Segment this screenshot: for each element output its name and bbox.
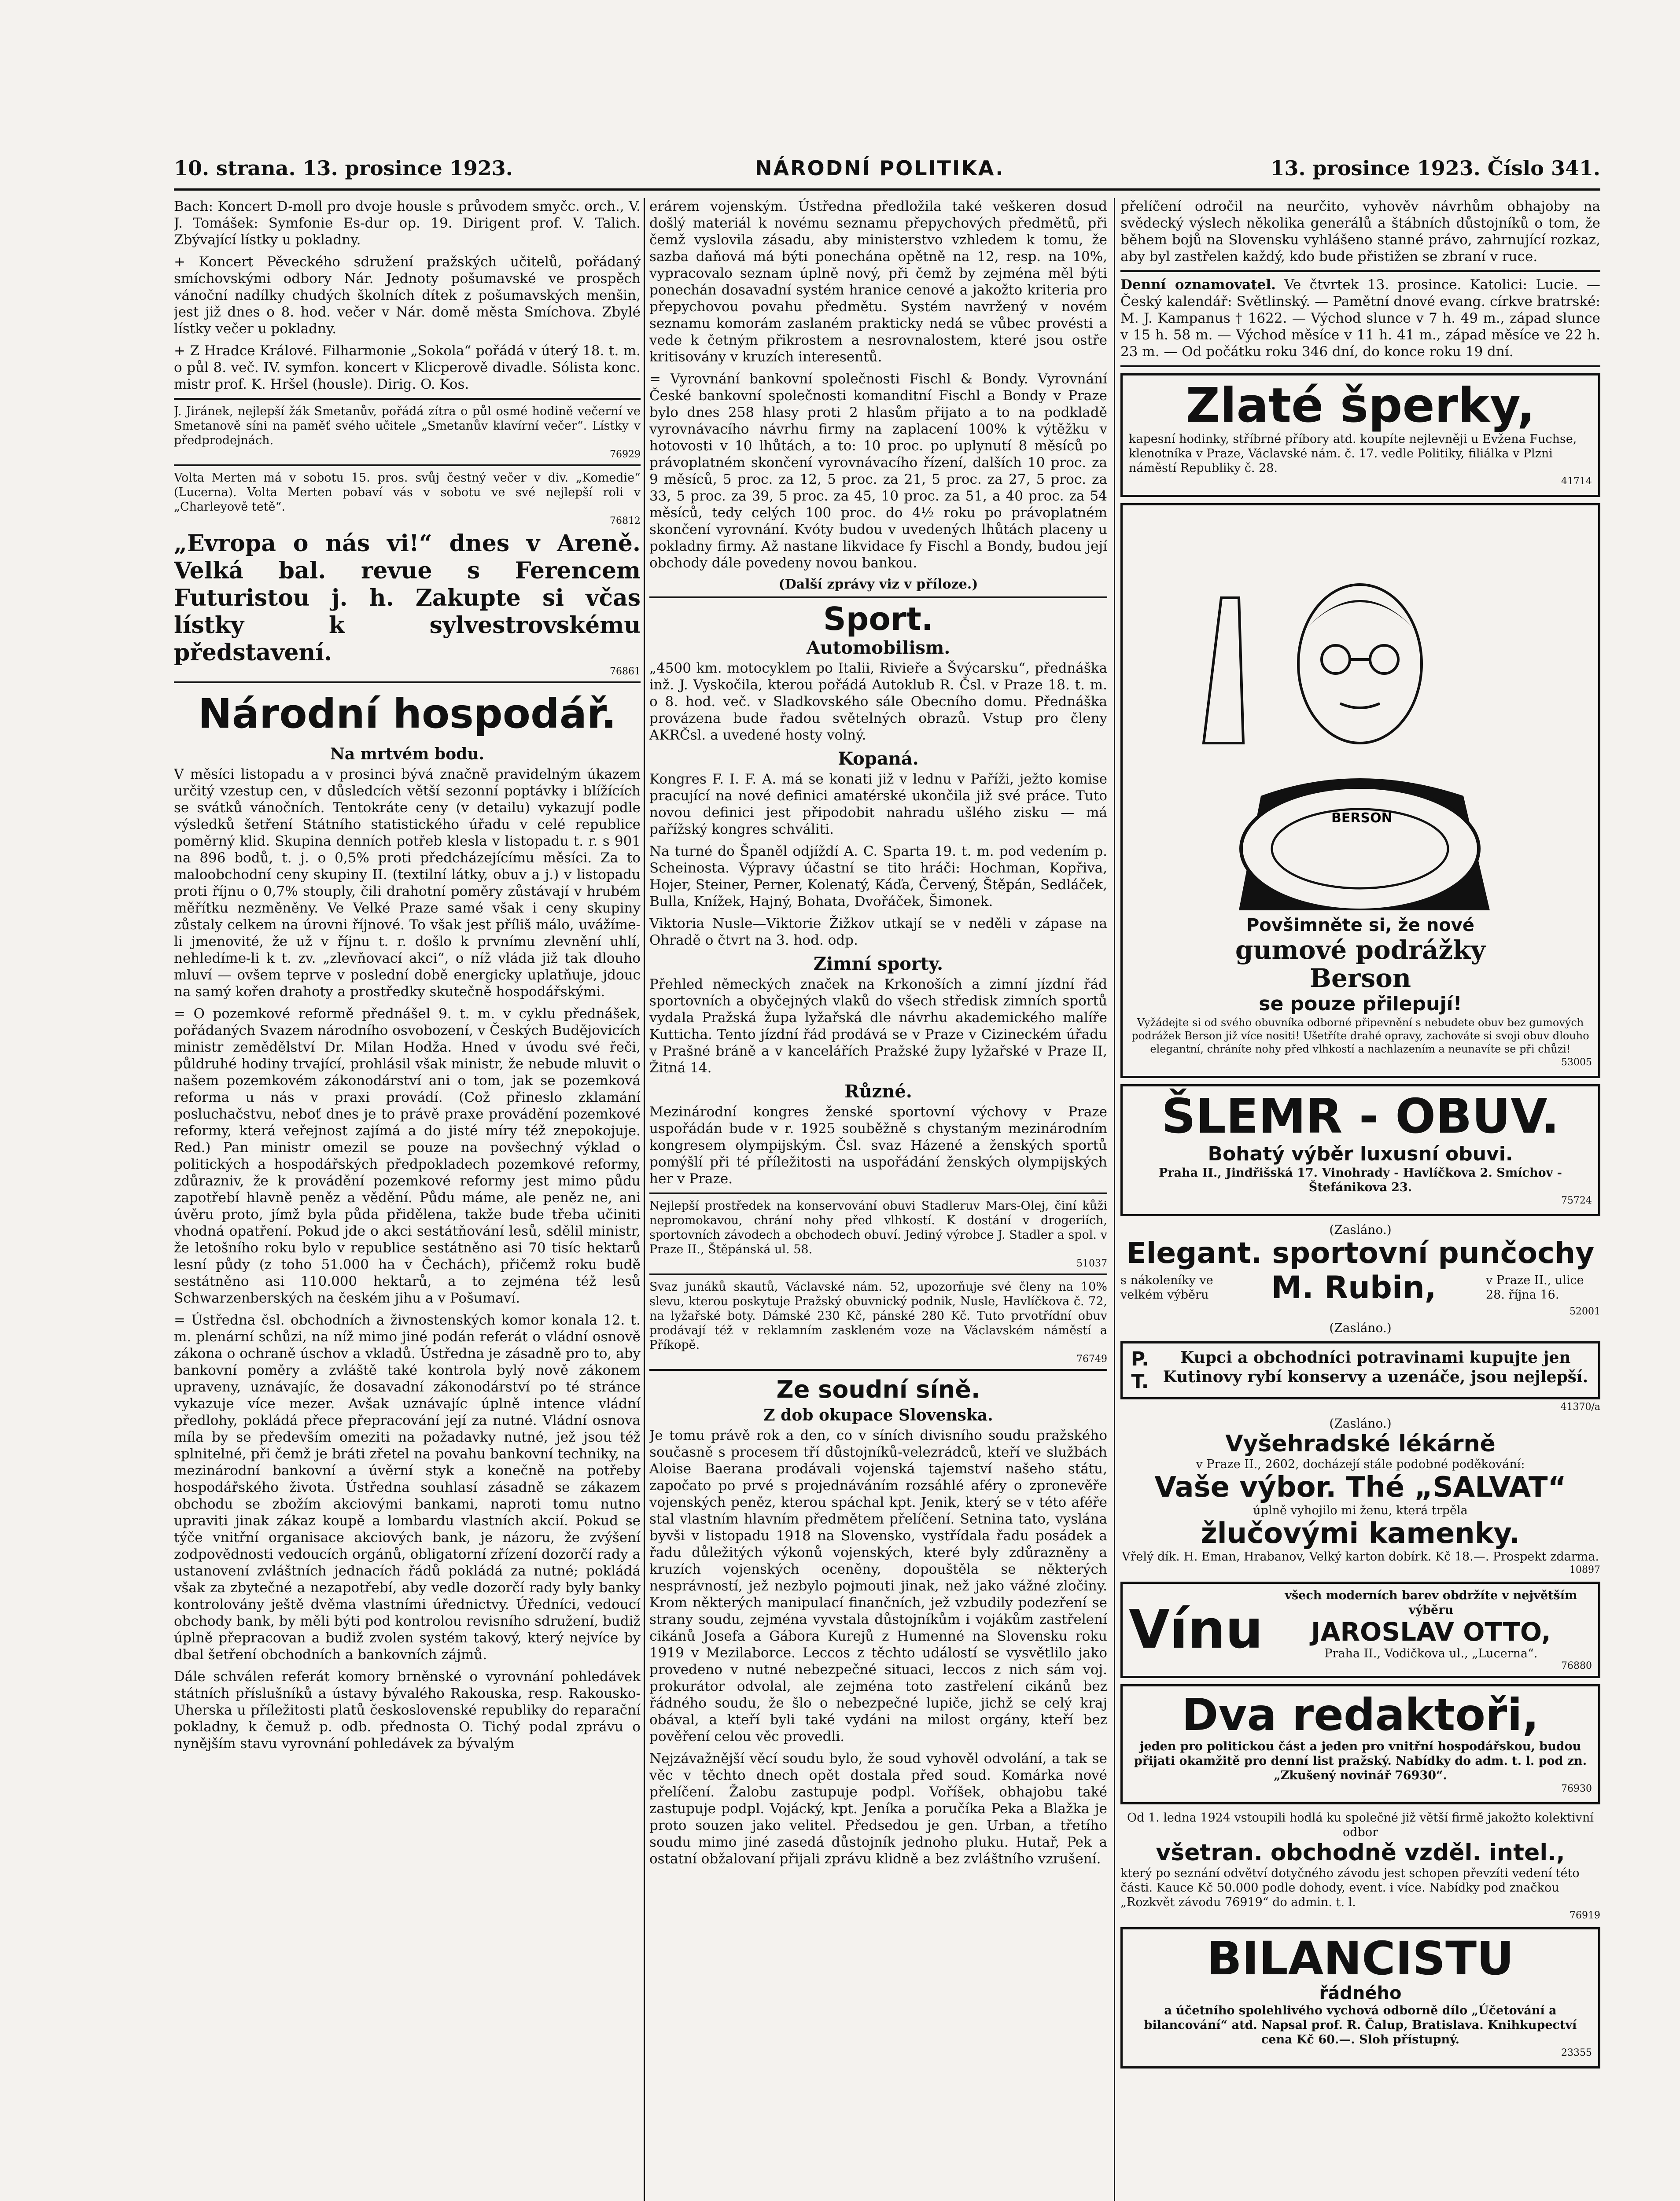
ad-code: 76929 [610,449,641,460]
paragraph: V měsíci listopadu a v prosinci bývá značně pravidelným úkazem určitý vzestup cen, v důsledcích větší sezonní poptávky i blížících se svátků vánočních. Tentokráte ceny (v detailu) vykazují podle výsledků šetření Státního statistického úřadu v celé republice poměrný klid. Skupina denních potřeb klesla v listopadu t. r. s 901 na 896 bodů, t. j. o 0,5% proti předcházejícímu měsíci. Za to maloobchodní ceny skupiny II. (textilní látky, obuv a j.) v listopadu proti říjnu o 0,7% stouply, čili drahotní poměry zůstávají v hrubém měřítku nezměněny. Ve Velké Praze samé však i ceny skupiny zůstaly celkem na úrovni říjnové. To však jest příliš málo, uvážíme-li jmenovité, že už v říjnu t. r. došlo k prvnímu zlevnění uhlí, nehledíme-li k t. zv. „zlevňovací akci“, o níž vláda již tak dlouho mluví — ovšem teprve v poslední době energicky uplatňuje, jdouc na samý kořen drahoty a prostředky skutečně hospodářskými. [174,766,641,1000]
ad-code: 76812 [610,515,641,526]
category-title: Kopaná. [838,748,919,769]
ad-title: Berson [1310,963,1411,993]
ad-code: 23355 [1561,2047,1592,2058]
divider [649,1369,1107,1371]
paragraph: erárem vojenským. Ústředna předložila také veškeren dosud došlý materiál k novému seznamu přepychových předmětů, při čemž vyslovila zásadu, aby ministerstvo vzhledem k tomu, že sazba daňová má býti ponechána opětně na 12, resp. na 10%, vypracovalo seznam úplně nový, při čemž by zejména měl býti ponechán dosavadní systém hranice cenové a jakožto kriteria pro přepychovou povahu předmětu. Systém navržený v novém seznamu komorám zaslaném prakticky nedá se vůbec provésti a vede k četným přikrostem a nesrovnalostem, které jsou ostře kritisovány v kruzích interesentů. [649,199,1107,365]
court-title: Ze soudní síně. [776,1376,980,1403]
column-3 [1120,198,1600,2201]
paragraph: Nejzávažnější věcí soudu bylo, že soud vyhověl odvolání, a tak se věc v těchto dnech opět dostala před soud. Komárka nové přelíčení. Žalobu zastupuje podpl. Voříšek, obhajobu také zastupuje podpl. Vojácký, kpt. Jeníka a poručíka Peka a Blažka je proto souzen jako velitel. Předsedou je gen. Urban, a třetího soudu mimo jiné zasedá důstojník jednoho pluku. Hutař, Pek a ostatní obžalovaní přijali zprávu klidně a bez zvláštního vzrušení. [649,1751,1107,1867]
column-1 [174,198,641,2201]
berson-logo: BERSON [1331,810,1393,826]
ad-code: 51037 [1076,1258,1107,1269]
ad-subtitle: řádného [1319,1983,1402,2003]
ad-title: Vaše výbor. Thé „SALVAT“ [1154,1471,1566,1504]
ad-code: 53005 [1561,1057,1592,1068]
page-header [174,156,1600,187]
ad-code: 76930 [1561,1783,1592,1794]
paragraph: Kongres F. I. F. A. má se konati již v lednu v Paříži, ježto komise pracující na nové definici amatérské ukončila již své práce. Tuto novou definici jest připodobit nahradu ušlého zisku — má pařížský kongres schváliti. [649,771,1107,837]
man-portrait-icon [1129,514,1591,910]
ad-code: 41370/a [1560,1402,1600,1413]
evropa-promo: „Evropa o nás vi!“ dnes v Areně. Velká bal. revue s Ferencem Futuristou j. h. Zakupte si včas lístky k sylvestrovskému představení. [174,530,641,666]
ad-code: 52001 [1569,1306,1600,1317]
ad-text: a účetního spolehlivého vychová odborně dílo „Účetování a bilancování“ atd. Napsal prof. R. Čalup, Bratislava. Knihkupectví cena Kč 60.—. Sloh přístupný. [1144,2004,1577,2046]
ad-text: Svaz junáků skautů, Václavské nám. 52, upozorňuje své členy na 10% slevu, kterou poskytuje Pražský obuvnický podnik, Nusle, Havlíčkova č. 72, na lyžařské boty. Dámské 230 Kč, pánské 280 Kč. Tuto prvotřídní obuv prodávají též v reklamním zaskleném voze na Václavském náměstí a Příkopě. [649,1280,1107,1352]
ad-text: v Praze II., 2602, docházejí stále podobné poděkování: [1196,1458,1525,1471]
ad-code: 10897 [1569,1564,1600,1575]
paragraph: Dále schválen referát komory brněnské o vyrovnání pohledávek státních příslušníků a ústavy bývalého Rakouska, resp. Rakousko-Uherska u příležitosti platů československé republiky do reparační pokladny, k čemuž p. odb. přednosta O. Tichý podal zprávu o nynějším stavu vyrovnání pohledávek za bývalým [174,1669,641,1752]
ad-name: JAROSLAV OTTO, [1311,1617,1551,1647]
header-rule [174,188,1600,191]
header-left: 10. strana. 13. prosince 1923. [174,156,513,180]
masthead: NÁRODNÍ POLITIKA. [755,156,1005,180]
ad-text: který po seznání odvětví dotyčného závodu jest schopen převzíti vedení této části. Kauce Kč 50.000 podle dohody, event. i více. Nabídky pod značkou „Rozkvět závodu 76919“ do admin. t. l. [1120,1866,1580,1909]
ad-title: žlučovými kamenky. [1201,1517,1520,1550]
paragraph: Je tomu právě rok a den, co v síních divisního soudu pražského současně s procesem tří důstojníků-velezrádců, kteří ve službách Aloise Baerana prodávali vojenská tajemství našeho státu, započato po prvé s projednáváním rozsáhlé aféry o zpronevěře vojenských peněz, kterou spáchal kpt. Jenik, který se v této aféře stal vlastním hlavním předmětem přelíčení. Setnina tato, vyslána byvši v listopadu 1918 na Slovensko, vystřídala řadu posádek a řadu důležitých výkonů vojenských, které byly zdůrazněny a kruzích vojenských oceněny, dopouštěla se některých nesprávností, jež nezbylo pojmouti jinak, než jako vážné zločiny. Krom některých manipulací finančních, jež vzbudily podezření se strany soudu, zejména vyvstala důstojníkům i vojákům zastřelení cikánů Josefa a Gábora Kurejů z Humenné na Slovensku roku 1919 v Mezilaborce. Leccos z těchto událostí se vysvětlilo jako provedeno v nutné nebezpečné situaci, leccos z nich sám voj. prokurátor odvolal, ale zejména toto zastřelení cikánů bez řádného soudu, že šlo o nebezpečné lupiče, jichž se celý kraj obával, a kteří byli také vydáni na milost orgány, kteří bez pověření celou věc provedli. [649,1428,1107,1745]
column-2 [649,198,1107,2201]
ad-title: gumové podrážky [1235,935,1486,965]
ad-text: Nejlepší prostředek na konservování obuvi Stadleruv Mars-Olej, činí kůži nepromokavou, chrání nohy před vlhkostí. K dostání v drogeriích, sportovních závodech a obchodech obuví. Jediný výrobce J. Stadler a spol. v Praze II., Štěpánská ul. 58. [649,1199,1107,1256]
divider [174,398,641,400]
paragraph: + Z Hradce Králové. Filharmonie „Sokola“ pořádá v úterý 18. t. m. o půl 8. več. IV. symfon. koncert v Klicperově divadle. Sólista konc. mistr prof. K. Hršel (housle). Dirig. O. Kos. [174,343,641,392]
ad-text: se pouze přilepují! [1259,993,1462,1015]
divider [1120,270,1600,272]
ad-slemr [1120,1084,1600,1216]
column-divider [644,198,645,2201]
ad-title: všetran. obchodně vzděl. intel., [1156,1840,1565,1866]
ad-address: Praha II., Vodičkova ul., „Lucerna“. [1324,1647,1538,1660]
ad-title: BILANCISTU [1207,1932,1514,1985]
divider [174,464,641,466]
header-right: 13. prosince 1923. Číslo 341. [1270,156,1600,180]
category-title: Různé. [844,1081,912,1102]
paragraph: Přehled německých značek na Krkonoších a zimní jízdní řád sportovních a obyčejných vlaků do všech středisk zimních sportů vydala Pražská župa lyžařská dle návrhu akademického malíře Kutticha. Tento jízdní řád prodává se v Praze v Cizineckém úřadu v Prašné bráně a v kancelářích Pražské župy lyžařské v Praze II, Žitná 14. [649,976,1107,1076]
ad-text: Vyžádejte si od svého obuvníka odborné připevnění s nebudete obuv bez gumových podrážek Berson již více nositi! Ušetříte drahé opravy, zachováte si svoji obuv dlouho elegantní, chráníte nohy před vlhkostí a nachlazením a neunavíte se při chůzi! [1131,1016,1589,1055]
ad-code: 76749 [1076,1354,1107,1365]
paragraph: Bach: Koncert D-moll pro dvoje housle s průvodem smyčc. orch., V. J. Tomášek: Symfonie Es-dur op. 19. Dirigent prof. V. Talich. Zbývající lístky u pokladny. [174,199,641,248]
ad-rubin [1120,1270,1600,1306]
section-title: Národní hospodář. [198,690,617,737]
ad-code: 75724 [1561,1195,1592,1206]
ad-text: Od 1. ledna 1924 vstoupili hodlá ku společné již větší firmě jakožto kolektivní odbor [1127,1811,1594,1839]
ad-text: všech moderních barev obdržíte v největším výběru [1285,1589,1577,1617]
ad-text: kapesní hodinky, stříbrné příbory atd. koupíte nejlevněji u Evžena Fuchse, klenotníka v Praze, Václavské nám. č. 17. vedle Politiky, filiálka v Plzni náměstí Republiky č. 28. [1129,432,1577,475]
category-title: Zimní sporty. [813,953,943,974]
column-divider [1114,198,1115,2201]
ad-name: M. Rubin, [1271,1270,1437,1306]
divider [174,681,641,683]
ad-code: 76919 [1569,1910,1600,1921]
ad-pt [1120,1341,1600,1399]
ad-otto [1120,1582,1600,1678]
paragraph: Na turné do Španěl odjíždí A. C. Sparta 19. t. m. pod vedením p. Scheinosta. Výpravy účastní se tito hráči: Hochman, Kopřiva, Hojer, Steiner, Perner, Kolenatý, Káďa, Červený, Štěpán, Sedláček, Bulla, Knížek, Hajný, Bohata, Dvořáček, Šimonek. [649,843,1107,909]
paragraph: „4500 km. motocyklem po Italii, Rivieře a Švýcarsku“, přednáška inž. J. Vyskočila, kterou pořádá Autoklub R. Čsl. v Praze 18. t. m. o 8. hod. več. v Sladkovského sále Obecního domu. Přednáška provázena bude řadou světelných obrazů. Vstup pro členy AKRČsl. a uvedené hosty volný. [649,660,1107,743]
notice: Volta Merten má v sobotu 15. pros. svůj čestný večer v div. „Komedie“ (Lucerna). Volta Merten pobaví vás v sobotu ve své nejlepší roli v „Charleyově tetě“. [174,471,641,514]
ad-title: Zlaté šperky, [1186,378,1535,433]
more-news: (Další zprávy viz v příloze.) [778,577,978,592]
court-subtitle: Z dob okupace Slovenska. [763,1406,993,1424]
ad-jewelry [1120,373,1600,497]
article-title: Na mrtvém bodu. [330,745,484,763]
ad-text: jeden pro politickou část a jeden pro vnitřní hospodářskou, budou přijati okamžitě pro denní list pražský. Nabídky do adm. t. l. pod zn. „Zkušený novinář 76930“. [1134,1740,1587,1782]
ad-name: P. T. [1131,1348,1149,1393]
paragraph: = Ústředna čsl. obchodních a živnostenských komor konala 12. t. m. plenární schůzi, na níž mimo jiné podán referát o vládní osnově zákona o ochraně úschov a vkladů. Ústředna je zásadně pro to, aby bankovní poměry a zvláště také kontrola bylý nově zákonem upraveny, uznávajíc, že dosavadní zákonodárství po té stránce vykazuje více mezer. Avšak uznávajíc úplně intence vládní předlohy, pokládá přece přepracování její za nutné. Vládní osnova míla by se především omeziti na požadavky nutné, jež jsou též splnitelné, při čemž je bráti zřetel na povahu bankovní techniky, na mezinárodní bankovní a úvěrní styk a konečně na potřeby hospodářského života. Ústředna souhlasí zásadně se zákazem obchodu se zbožím akciovými bankami, naproti tomu nutno upraviti jinak zákaz koupě a lombardu vlastních akcií. Pokud se týče vnitřní organisace akciových bank, je názoru, že zvýšení zodpovědnosti vedoucích orgánů, obligatorní zřízení dozorčí rady a ustanovení zvláštních jednacích řádů pokládá za nutné; pokládá však za zbytečné a nezapotřebí, aby vedle dozorčí rady byly banky kontrolovány ještě dvěma vlastními úřednictvy. Úředníci, vedoucí obchody bank, by měli býti pod kontrolou revisního sdružení, budiž úplně přepracovan a budiž zvolen systém takový, který nejvíce by dbal šetření obchodních a bankovních zájmů. [174,1312,641,1663]
category-title: Automobilism. [806,637,951,658]
ad-title: Vínu [1129,1599,1263,1660]
divider [649,1193,1107,1194]
ad-title: Dva redaktoři, [1182,1689,1539,1741]
paragraph: Mezinárodní kongres ženské sportovní výchovy v Praze uspořádán bude v r. 1925 souběžně s chystaným mezinárodním kongresem olympijským. Čsl. svaz Házené a ženských sportů pomýšlí při té příležitosti na uspořádání ženských olympijských her v Praze. [649,1104,1107,1187]
denni-text: Ve čtvrtek 13. prosince. Katolici: Lucie. — Český kalendář: Světlinský. — Pamětní dnové evang. církve bratrské: M. J. Kampanus † 1622. — Východ slunce v 7 h. 49 m., západ slunce v 15 h. 58 m. — Východ měsíce v 11 h. 41 m., západ měsíce ve 22 h. 23 m. — Od počátku roku 346 dní, do konce roku 19 dní. [1120,277,1600,360]
denni-title: Denní oznamovatel. [1120,277,1276,293]
ad-title: Elegant. sportovní punčochy [1126,1236,1595,1270]
ad-bilancista [1120,1927,1600,2068]
ad-text: Povšimněte si, že nové [1246,915,1474,935]
ad-text: úplně vyhojilo mi ženu, která trpěla [1253,1504,1468,1517]
ad-address: Praha II., Jindřišská 17. Vinohrady - Havlíčkova 2. Smíchov - Štefánikova 23. [1159,1166,1562,1194]
divider [649,1273,1107,1275]
zasláno: (Zasláno.) [1329,1321,1392,1335]
paragraph: = O pozemkové reformě přednášel 9. t. m. v cyklu přednášek, pořádaných Svazem národního osvobození, v Českých Budějovicích ministr zemědělství Dr. Milan Hodža. Hned v úvodu své řeči, půldruhé hodiny trvající, prohlásil však ministr, že nebude mluvit o našem pozemkovém zákonodárství ani o tom, jak se pozemková reforma u nás v praxi provádí. (Což přineslo zklamání posluchačstvu, neboť dnes je to právě praxe provádění pozemkové reformy, která veřejnost zajímá a do jisté míry též znepokojuje. Red.) Pan ministr omezil se pouze na povšechný výklad o politických a hospodářských předpokladech pozemkové reformy, zdůrazniv, že k provádění pozemkové reformy jest mimo půdu zapotřebí hlavně peněz a vědění. Půdu máme, ale peněz ne, ani úvěru proto, jímž byla půda přidělena, takže bude třeba učiniti vhodná opatření. Pokud jde o akci sestátňování lesů, sdělil ministr, že letošního roku bylo v republice sestátněno asi 70 tisíc hektarů lesní půdy (z toho 51.000 ha v Čechách), přičemž roku budě sestátněno asi 110.000 hektarů, a to zejména též lesů Schwarzenberských na českém jihu a v Pošumaví. [174,1006,641,1306]
ad-text: Kupci a obchodníci potravinami kupujte jen Kutinovy rybí konservy a uzenáče, jsou nejlepší. [1163,1348,1588,1386]
divider [649,596,1107,598]
ad-text: s nákoleníky ve velkém výběru [1120,1273,1213,1302]
ad-title: Vyšehradské lékárně [1225,1431,1496,1457]
ad-code: 41714 [1561,476,1592,487]
paragraph: + Koncert Pěveckého sdružení pražských učitelů, pořádaný smíchovskými odbory Nár. Jednoty pošumavské ve prospěch vánoční nadílky chudých školních dítek z pošumavských menšin, jest již dnes o 8. hod. večer v Nár. domě města Smíchova. Zbylé lístky večer u pokladny. [174,254,641,337]
ad-text: Bohatý výběr luxusní obuvi. [1208,1143,1513,1165]
divider [1120,365,1600,367]
ad-title: ŠLEMR - OBUV. [1161,1089,1559,1144]
notice: J. Jiránek, nejlepší žák Smetanův, pořádá zítra o půl osmé hodině večerní ve Smetanově síni na paměť svého učitele „Smetanův klavírní večer“. Lístky v předprodejnách. [174,405,641,447]
zasláno: (Zasláno.) [1329,1416,1392,1431]
zasláno: (Zasláno.) [1329,1222,1392,1237]
ad-text: Vřelý dík. H. Eman, Hrabanov, Velký karton dobírk. Kč 18.—. Prospekt zdarma. [1122,1550,1599,1564]
ad-redaktori [1120,1684,1600,1804]
ad-address: v Praze II., ulice 28. října 16. [1485,1273,1584,1302]
paragraph: Viktoria Nusle—Viktorie Žižkov utkají se v neděli v zápase na Ohradě o čtvrt na 3. hod. odp. [649,916,1107,948]
sport-title: Sport. [823,600,934,637]
ad-code: 76880 [1561,1660,1592,1671]
paragraph: = Vyrovnání bankovní společnosti Fischl & Bondy. Vyrovnání České bankovní společnosti komanditní Fischl a Bondy v Praze bylo dnes 258 hlasy proti 2 hlasům přijato a to na podkladě vyrovnávacího návrhu firmy na zaplacení 100% k výtěžku v hotovosti v 10 lhůtách, a to: 10 proc. po uplynutí 8 měsíců po právoplatném skončení vyrovnávacího řízení, dalších 10 proc. za 9 měsíců, 5 proc. za 12, 5 proc. za 21, 5 proc. za 27, 5 proc. za 33, 5 proc. za 39, 5 proc. za 45, 10 proc. za 51, a 40 proc. za 54 měsíců, tedy celých 100 proc. do 4½ roku po právoplatném skončení vyrovnání. Kvóty budou v uvedených lhůtách placeny u pokladny firmy. Až nastane likvidace fy Fischl a Bondy, budou její obchody dále povedeny novou bankou. [649,371,1107,571]
ad-berson [1120,503,1600,1078]
berson-illustration [1129,514,1592,910]
paragraph: přelíčení odročil na neurčito, vyhověv návrhům obhajoby na svědecký výslech několika generálů a štábních důstojníků o tom, že během bojů na Slovensku vyhlášeno stanné právo, zahrnující rozkaz, aby byl zastřelen každý, kdo bude přistižen se zbraní v ruce. [1120,199,1600,265]
ad-code: 76861 [610,666,641,677]
